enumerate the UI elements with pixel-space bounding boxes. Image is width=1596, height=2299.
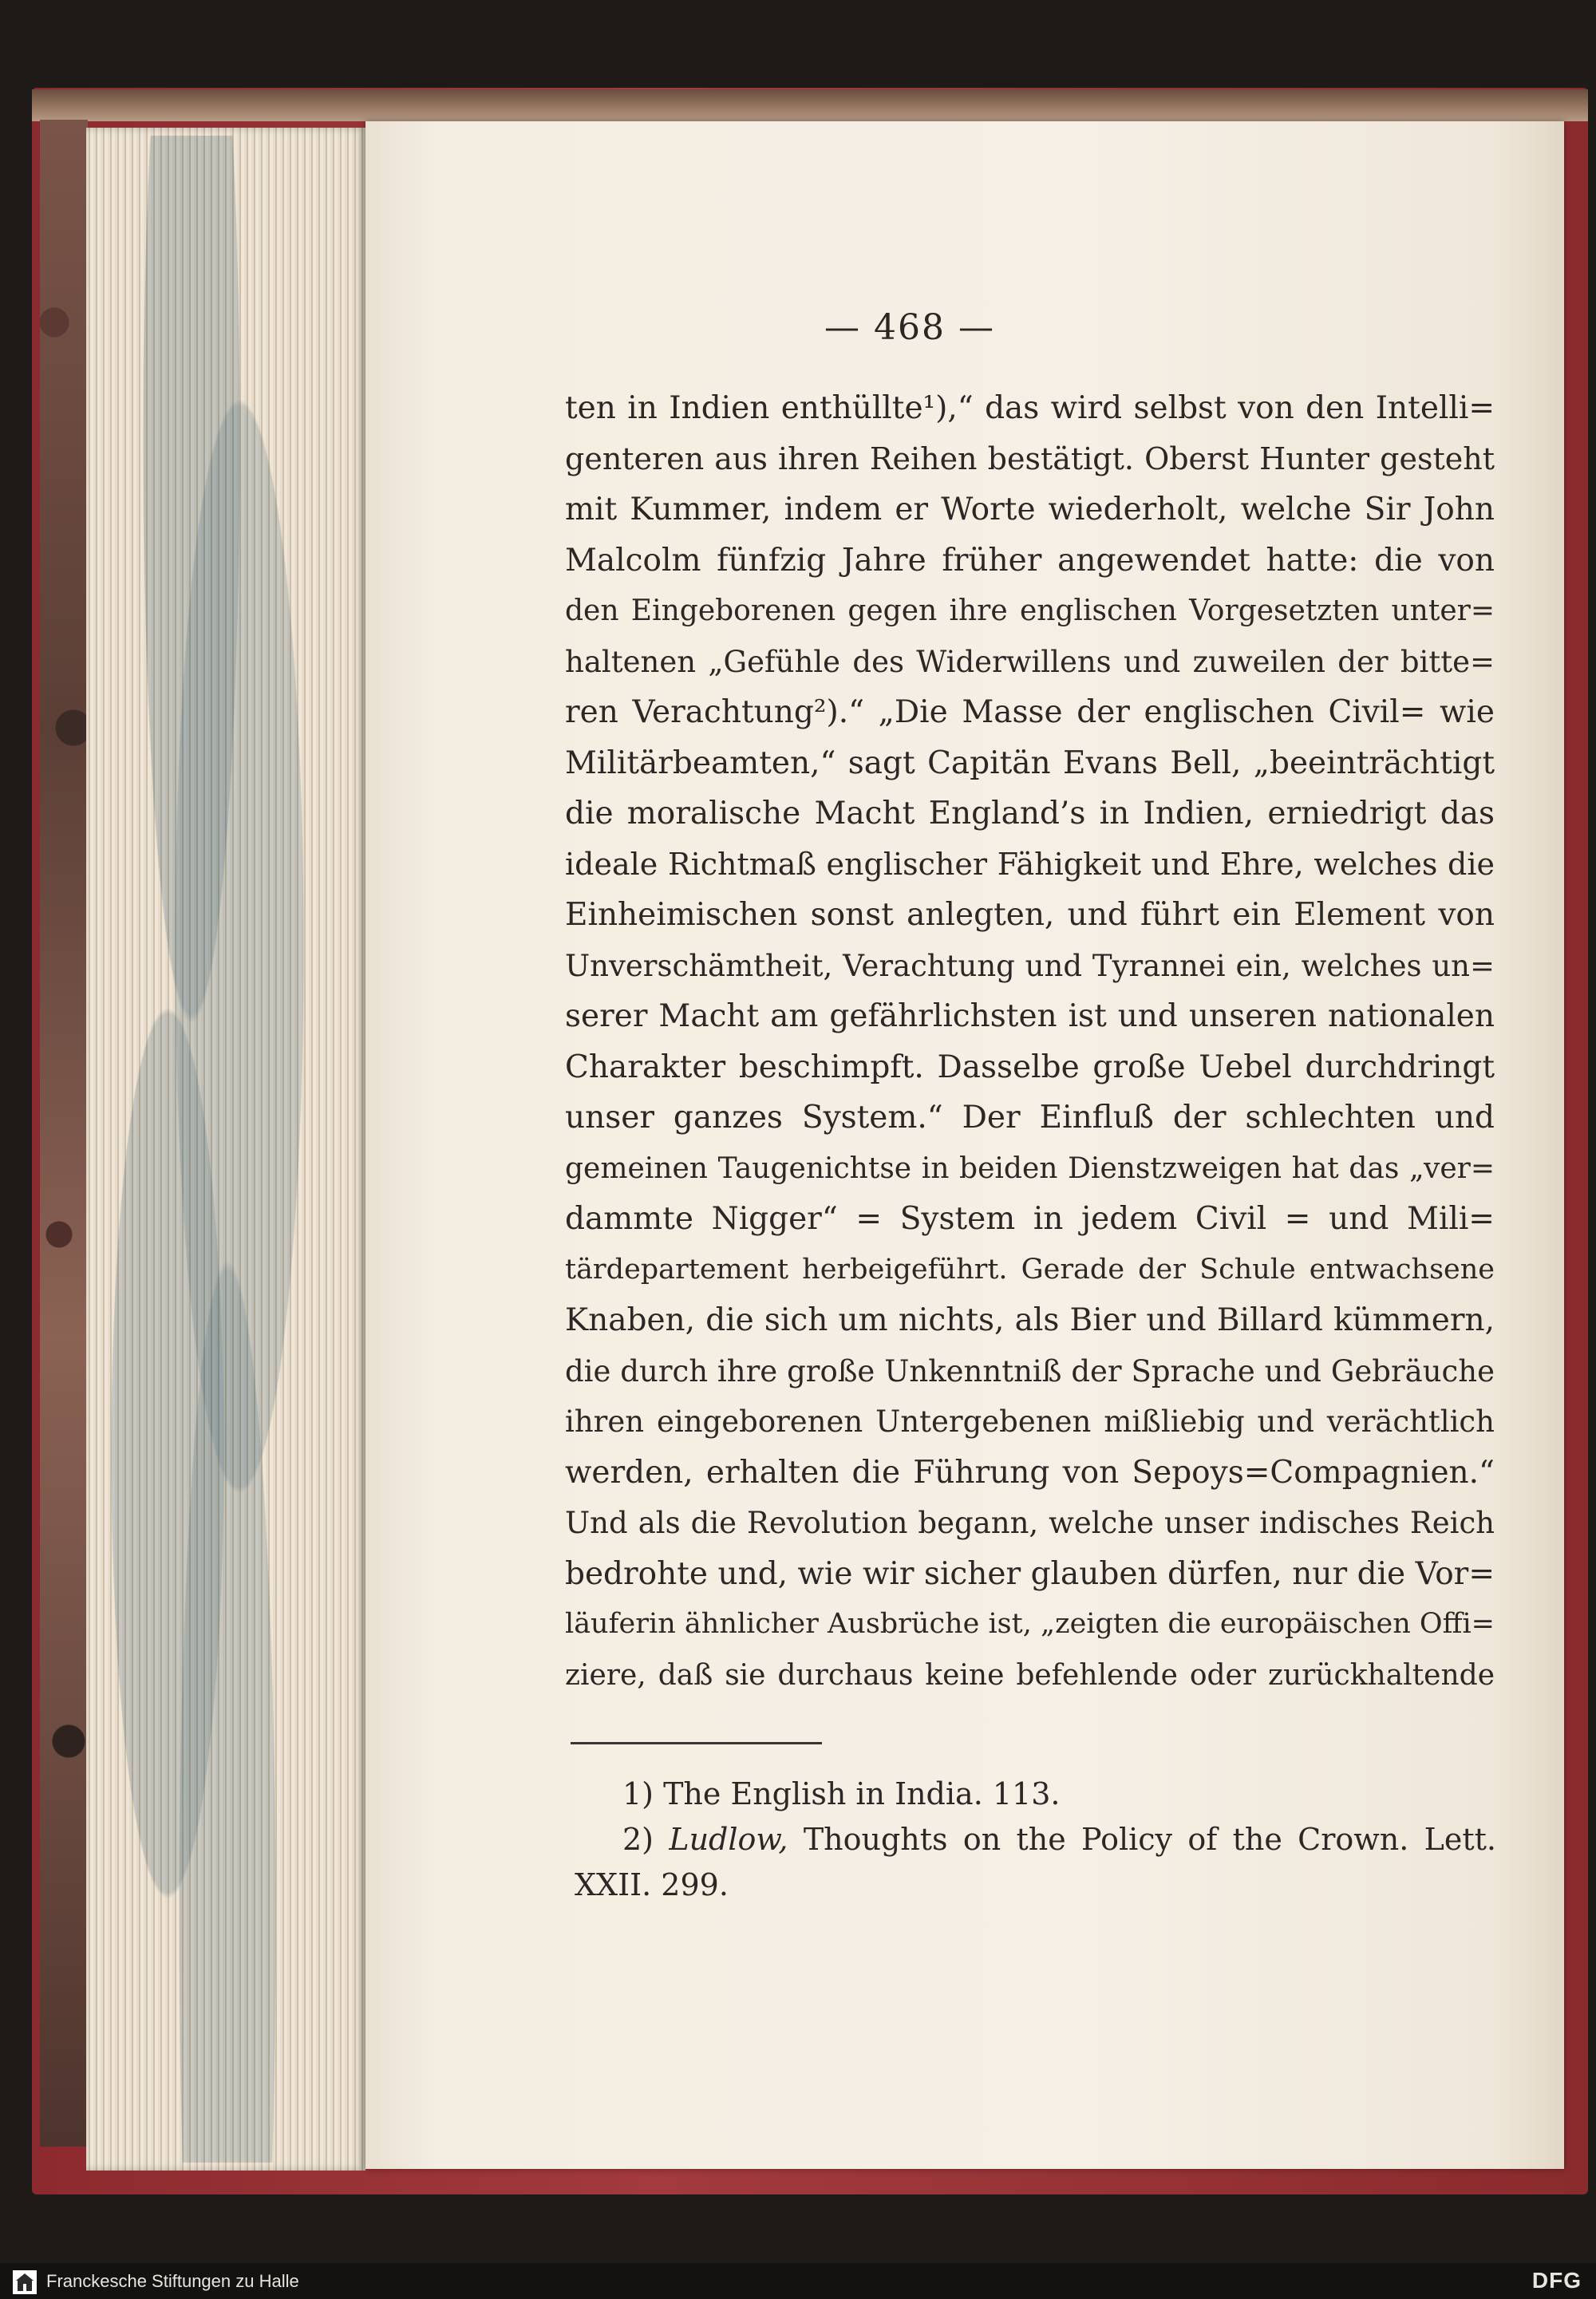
text-line: ideale Richtmaß englischer Fähigkeit und Ehre, welches die [565, 846, 1495, 882]
text-line: die durch ihre große Unkenntniß der Sprache und Gebräuche [565, 1353, 1495, 1388]
text-line: ziere, daß sie durchaus keine befehlende oder zurückhaltende [565, 1658, 1495, 1692]
footnotes [575, 1772, 1496, 1908]
text-line: bedrohte und, wie wir sicher glauben dürfen, nur die Vor= [565, 1555, 1495, 1592]
text-line: werden, erhalten die Führung von Sepoys=Compagnien.“ [565, 1454, 1495, 1491]
text-line: genteren aus ihren Reihen bestätigt. Oberst Hunter gesteht [565, 440, 1495, 476]
text-line: Militärbeamten,“ sagt Capitän Evans Bell, „beeinträchtigt [565, 745, 1495, 781]
marbled-endpaper [40, 120, 88, 2147]
institution-name: Franckesche Stiftungen zu Halle [46, 2271, 299, 2291]
text-line: die moralische Macht England’s in Indien, erniedrigt das [565, 796, 1495, 832]
page-edges-marbling [96, 136, 335, 2163]
footnote-2-line [622, 1817, 1496, 1863]
text-line: gemeinen Taugenichtse in beiden Dienstzweigen hat das „ver= [565, 1151, 1495, 1185]
text-line: Charakter beschimpft. Dasselbe große Uebel durchdringt [565, 1049, 1495, 1085]
text-line: Knaben, die sich um nichts, als Bier und Billard kümmern, [565, 1302, 1495, 1338]
text-line: Unverschämtheit, Verachtung und Tyrannei ein, welches un= [565, 948, 1495, 983]
text-line: unser ganzes System.“ Der Einfluß der schlechten und [565, 1100, 1495, 1136]
institution-logo-icon [13, 2270, 37, 2294]
footnote-2-continuation: XXII. 299. [575, 1867, 729, 1902]
footnote-1: 1) The English in India. 113. [622, 1776, 1061, 1811]
footnote-divider [571, 1742, 822, 1744]
text-line: Und als die Revolution begann, welche unser indisches Reich [565, 1506, 1495, 1540]
text-line: den Eingeborenen gegen ihre englischen Vorgesetzten unter= [565, 595, 1495, 627]
body-text [565, 383, 1495, 1701]
text-line: ten in Indien enthüllte¹),“ das wird selbst von den Intelli= [565, 390, 1495, 426]
footnote-2-number: 2) [622, 1822, 654, 1857]
text-line: ihren eingeborenen Untergebenen mißliebig und verächtlich [565, 1404, 1495, 1439]
text-line: läuferin ähnlicher Ausbrüche ist, „zeigten die europäischen Offi= [565, 1608, 1495, 1640]
text-line: haltenen „Gefühle des Widerwillens und zuweilen der bitte= [565, 644, 1495, 679]
text-line: dammte Nigger“ = System in jedem Civil = und Mili= [565, 1201, 1495, 1237]
footnote-2-author: Ludlow, [669, 1822, 788, 1857]
text-line: tärdepartement herbeigeführt. Gerade der Schule entwachsene [565, 1253, 1495, 1286]
book-top-edge [32, 89, 1588, 121]
text-line: Einheimischen sonst anlegten, und führt ein Element von [565, 897, 1495, 933]
text-line: mit Kummer, indem er Worte wiederholt, welche Sir John [565, 492, 1495, 527]
text-line: Malcolm fünfzig Jahre früher angewendet hatte: die von [565, 542, 1495, 579]
dfg-logo: DFG [1531, 2268, 1582, 2293]
footnote-2 [575, 1817, 1496, 1863]
page-number: — 468 — [824, 307, 995, 348]
footnote-2-title: Thoughts on the Policy of the Crown. Lett. [803, 1822, 1496, 1857]
text-line: serer Macht am gefährlichsten ist und unseren nationalen [565, 998, 1495, 1034]
text-line: ren Verachtung²).“ „Die Masse der englischen Civil= wie [565, 694, 1495, 730]
